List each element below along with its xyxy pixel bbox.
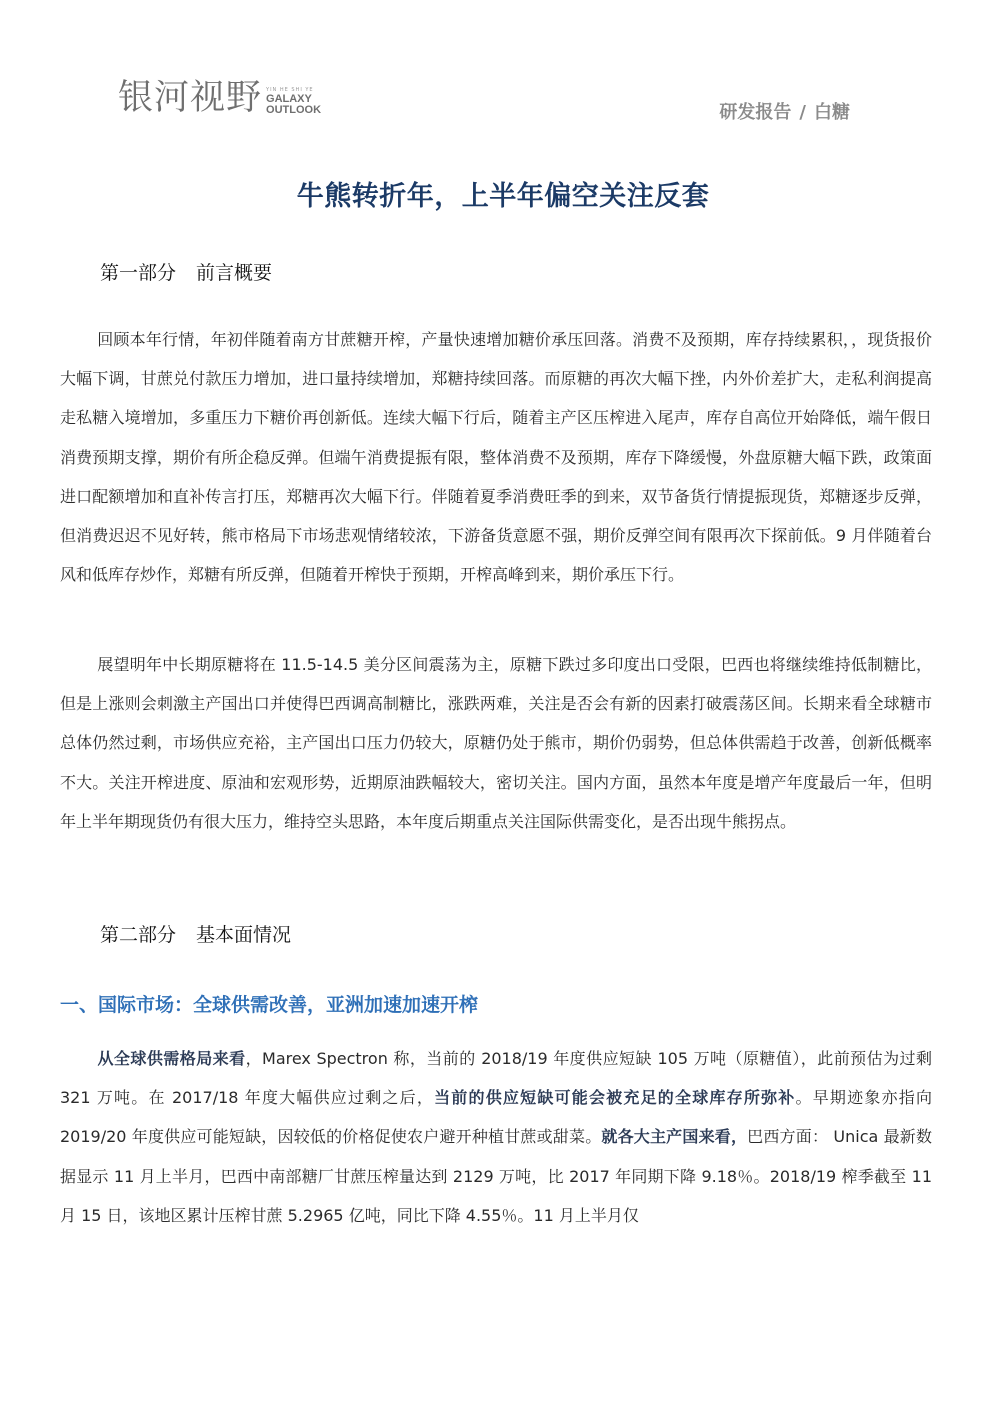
global-supply-text-2: 。早期迹象亦指向 2019/20 年度供应可能短缺，因较低的价格促使农户避开种植甘蔗或甜菜。 (60, 1088, 932, 1147)
global-supply-bold-producers: 就各大主产国来看， (601, 1127, 748, 1147)
global-supply-text-3: 巴西方面： Unica 最新数据显示 11 月上半月，巴西中南部糖厂甘蔗压榨量达到 2129 万吨，比 2017 年同期下降 9.18％。2018/19 榨季截至 11 月 15 日，该地区累计压榨甘蔗 5.2965 亿吨，同比下降 4.55％。11 月上半月仅 (60, 1127, 932, 1225)
global-supply-bold-lead: 从全球供需格局来看 (97, 1049, 246, 1068)
category-separator: / (799, 102, 806, 123)
paragraph-review-text: 回顾本年行情，年初伴随着南方甘蔗糖开榨，产量快速增加糖价承压回落。消费不及预期，库存持续累积，，现货报价大幅下调，甘蔗兑付款压力增加，进口量持续增加，郑糖持续回落。而原糖的再次大幅下挫，内外价差扩大，走私利润提高走私糖入境增加，多重压力下糖价再创新低。连续大幅下行后，随着主产区压榨进入尾声，库存自高位开始降低，端午假日消费预期支撑，期价有所企稳反弹。但端午消费提振有限，整体消费不及预期，库存下降缓慢，外盘原糖大幅下跌，政策面进口配额增加和直补传言打压，郑糖再次大幅下行。伴随着夏季消费旺季的到来，双节备货行情提振现货，郑糖逐步反弹，但消费迟迟不见好转，熊市格局下市场悲观情绪较浓，下游备货意愿不强，期价反弹空间有限再次下探前低。9 月伴随着台风和低库存炒作，郑糖有所反弹，但随着开榨快于预期，开榨高峰到来，期价承压下行。 (60, 330, 932, 585)
logo-galaxy: GALAXY (266, 93, 312, 105)
paragraph-outlook-text: 展望明年中长期原糖将在 11.5-14.5 美分区间震荡为主，原糖下跌过多印度出口受限，巴西也将继续维持低制糖比，但是上涨则会刺激主产国出口并使得巴西调高制糖比，涨跌两难，关注是否会有新的因素打破震荡区间。长期来看全球糖市总体仍然过剩，市场供应充裕，主产国出口压力仍较大，原糖仍处于熊市，期价仍弱势，但总体供需趋于改善，创新低概率不大。关注开榨进度、原油和宏观形势，近期原油跌幅较大，密切关注。国内方面，虽然本年度是增产年度最后一年，但明年上半年期现货仍有很大压力，维持空头思路，本年度后期重点关注国际供需变化，是否出现牛熊拐点。 (60, 655, 932, 831)
section-1-label: 第一部分 (100, 262, 177, 284)
logo-chinese: 银河视野 (118, 78, 263, 118)
global-supply-text-1: ，Marex Spectron 称，当前的 2018/19 年度供应短缺 105 万吨（原糖值），此前预估为过剩 321 万吨。在 2017/18 年度大幅供应过剩之后， (60, 1049, 932, 1108)
logo-english (266, 87, 321, 116)
subcategory-label: 白糖 (814, 102, 850, 123)
report-title: 牛熊转折年，上半年偏空关注反套 (296, 181, 710, 212)
paragraph-review (60, 320, 932, 594)
section-2-name: 基本面情况 (196, 924, 292, 946)
paragraph-outlook (60, 645, 932, 841)
section-heading-2 (100, 920, 291, 947)
subheading-international: 一、国际市场：全球供需改善，亚洲加速加速开榨 (60, 994, 479, 1016)
report-category (719, 98, 850, 124)
section-1-name: 前言概要 (196, 262, 273, 284)
galaxy-outlook-logo (118, 80, 321, 116)
logo-pinyin: YIN HE SHI YE (266, 87, 314, 93)
section-heading-1 (100, 258, 272, 285)
paragraph-global-supply (60, 1039, 932, 1235)
logo-outlook: OUTLOOK (266, 104, 322, 116)
category-label: 研发报告 (719, 102, 792, 123)
global-supply-bold-middle: 当前的供应短缺可能会被充足的全球库存所弥补 (434, 1088, 796, 1108)
section-2-label: 第二部分 (100, 924, 177, 946)
